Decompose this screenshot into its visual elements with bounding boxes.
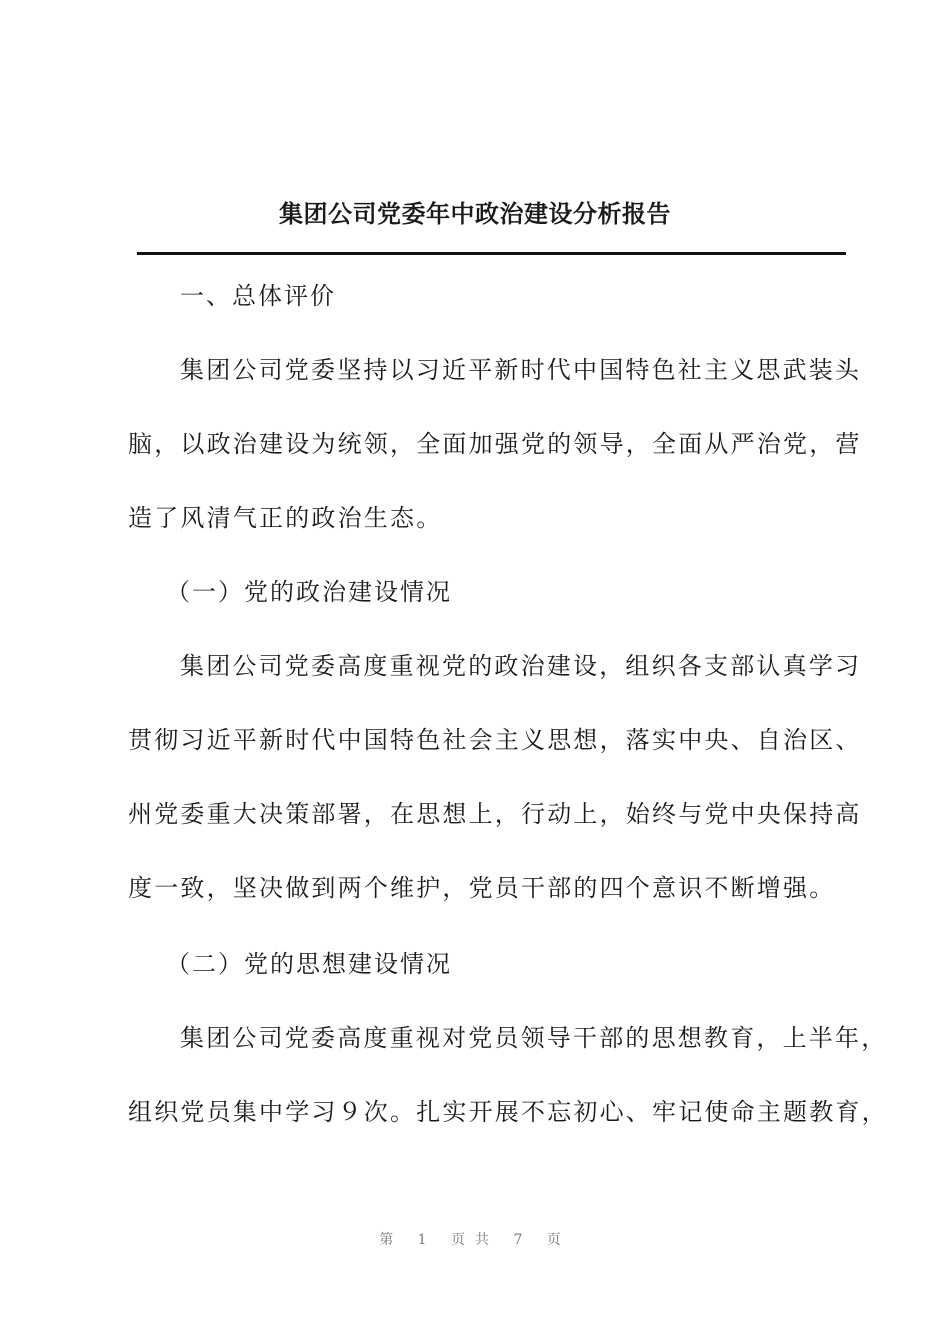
paragraph-line: 造了风清气正的政治生态。	[128, 504, 443, 532]
section-heading: 一、总体评价	[180, 282, 336, 310]
title-underline	[137, 252, 846, 255]
paragraph-line: 集团公司党委高度重视党的政治建设，组织各支部认真学习	[180, 652, 862, 680]
paragraph-line: 集团公司党委高度重视对党员领导干部的思想教育，上半年，	[180, 1024, 888, 1052]
paragraph-line: 度一致，坚决做到两个维护，党员干部的四个意识不断增强。	[128, 874, 836, 902]
paragraph-line: 集团公司党委坚持以习近平新时代中国特色社主义思武装头	[180, 356, 862, 384]
page-number: 第 1 页共 7 页	[379, 1232, 571, 1248]
document-title: 集团公司党委年中政治建设分析报告	[279, 199, 671, 228]
paragraph-line: 贯彻习近平新时代中国特色社会主义思想，落实中央、自治区、	[128, 726, 862, 754]
paragraph-line: 州党委重大决策部署，在思想上，行动上，始终与党中央保持高	[128, 800, 862, 828]
paragraph-line: 脑，以政治建设为统领，全面加强党的领导，全面从严治党，营	[128, 430, 862, 458]
subsection-heading: （二）党的思想建设情况	[166, 950, 452, 978]
paragraph-line: 组织党员集中学习９次。扎实开展不忘初心、牢记使命主题教育，	[128, 1098, 888, 1126]
subsection-heading: （一）党的政治建设情况	[166, 578, 452, 606]
